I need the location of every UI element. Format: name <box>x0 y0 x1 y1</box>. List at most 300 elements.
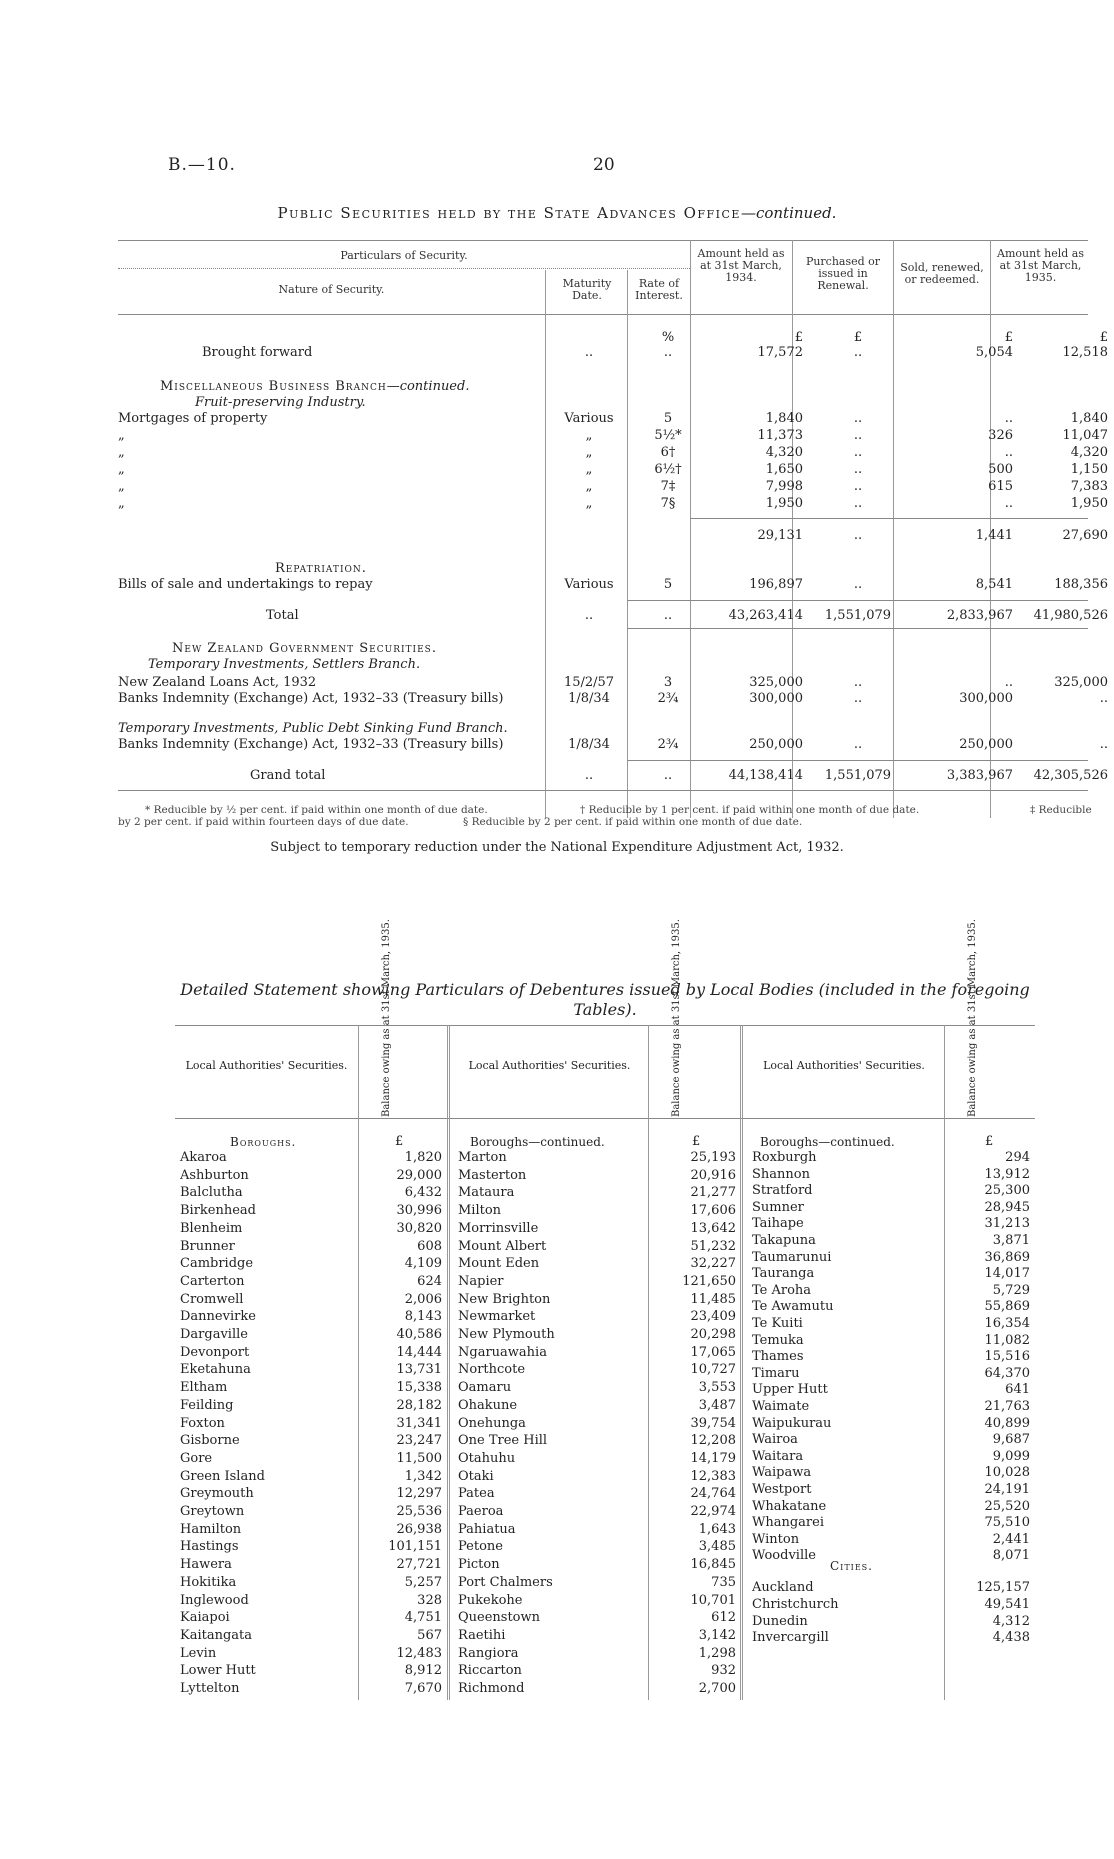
local-authority-name: Auckland <box>752 1580 814 1595</box>
row-held-1935: .. <box>1099 691 1108 706</box>
local-authority-name: Taumarunui <box>752 1249 832 1265</box>
local-authority-name: Foxton <box>180 1415 225 1431</box>
local-authority-name: Lyttelton <box>180 1681 240 1696</box>
local-authority-name: Pukekohe <box>458 1592 523 1608</box>
row-rate: .. <box>663 768 673 783</box>
local-authority-name: Upper Hutt <box>752 1382 828 1398</box>
table-top-rule <box>118 240 1088 241</box>
deb-col3-unit: £ <box>985 1134 994 1149</box>
maturity-header: Maturity Date. <box>562 277 612 302</box>
subtotal-rule <box>690 518 1088 519</box>
balance-owing: 13,731 <box>396 1362 442 1378</box>
balance-owing: 567 <box>417 1627 442 1643</box>
balance-owing: 735 <box>711 1574 736 1590</box>
local-authority-name: Dunedin <box>752 1613 808 1629</box>
row-sold: 500 <box>988 462 1013 477</box>
row-sold: 5,054 <box>975 345 1013 360</box>
local-authority-name: Dargaville <box>180 1327 248 1342</box>
subject-note: Subject to temporary reduction under the National Expenditure Adjustment Act, 1932. <box>270 840 844 855</box>
local-authority-name: Carterton <box>180 1273 245 1289</box>
local-authority-name: Richmond <box>458 1681 525 1696</box>
local-authority-name: Sumner <box>752 1199 804 1215</box>
row-held-1934: 300,000 <box>749 691 803 706</box>
balance-owing: 1,820 <box>404 1150 442 1165</box>
local-authority-name: Roxburgh <box>752 1150 817 1165</box>
local-authority-name: Oamaru <box>458 1380 512 1396</box>
balance-owing: 14,444 <box>396 1344 442 1360</box>
local-authority-name: Waipawa <box>752 1465 812 1481</box>
total-rule <box>627 600 1088 601</box>
local-authority-name: Raetihi <box>458 1627 506 1643</box>
balance-owing: 12,208 <box>690 1433 736 1449</box>
local-authority-name: Mount Albert <box>458 1238 547 1254</box>
local-authority-name: Wairoa <box>752 1432 798 1448</box>
row-purchased: .. <box>853 445 863 460</box>
balance-owing: 5,729 <box>992 1282 1030 1298</box>
local-authority-name: Devonport <box>180 1344 250 1360</box>
balance-owing: 55,869 <box>984 1299 1030 1315</box>
deb-col3-header: Local Authorities' Securities. <box>763 1059 925 1072</box>
deb-col1-unit: £ <box>395 1134 404 1149</box>
balance-owing: 64,370 <box>984 1365 1030 1381</box>
local-authority-name: Kaitangata <box>180 1627 253 1643</box>
row-maturity: „ <box>585 445 593 460</box>
balance-owing: 9,099 <box>992 1448 1030 1464</box>
local-authority-name: Gisborne <box>180 1433 240 1449</box>
local-authority-name: Eltham <box>180 1380 228 1396</box>
balance-owing: 15,516 <box>984 1349 1030 1365</box>
table-header-rule <box>118 314 1088 315</box>
balance-owing: 7,670 <box>404 1681 442 1696</box>
local-authority-name: New Plymouth <box>458 1327 555 1342</box>
local-authority-name: Birkenhead <box>180 1203 257 1219</box>
local-authority-name: Onehunga <box>458 1415 526 1431</box>
balance-owing: 612 <box>711 1610 736 1626</box>
balance-owing: 39,754 <box>690 1415 736 1431</box>
local-authority-name: Otaki <box>458 1468 494 1484</box>
local-authority-name: Mount Eden <box>458 1256 540 1272</box>
grand-total-rule <box>627 760 1088 761</box>
balance-owing: 8,143 <box>404 1309 442 1325</box>
balance-owing: 1,342 <box>404 1468 442 1484</box>
row-maturity: „ <box>585 462 593 477</box>
unit-purchased: £ <box>853 330 863 345</box>
row-sold: 8,541 <box>975 577 1013 592</box>
row-held-1935: 7,383 <box>1070 479 1108 494</box>
row-rate: 5 <box>663 411 673 426</box>
row-held-1934: 1,650 <box>765 462 803 477</box>
balance-owing: 75,510 <box>984 1515 1030 1531</box>
local-authority-name: Eketahuna <box>180 1362 251 1378</box>
balance-owing: 30,820 <box>396 1220 442 1236</box>
balance-owing: 40,899 <box>984 1415 1030 1431</box>
row-rate: .. <box>663 608 673 623</box>
row-maturity: .. <box>584 608 594 623</box>
purchased-header: Purchased or issued in Renewal. <box>805 255 881 292</box>
balance-owing: 28,182 <box>396 1397 442 1413</box>
balance-owing: 30,996 <box>396 1203 442 1219</box>
local-authority-name: Port Chalmers <box>458 1574 553 1590</box>
row-held-1935: 188,356 <box>1054 577 1108 592</box>
local-authority-name: Tauranga <box>752 1266 815 1282</box>
row-label: Banks Indemnity (Exchange) Act, 1932–33 (Treasury bills) <box>118 691 504 706</box>
balance-owing: 14,179 <box>690 1450 736 1466</box>
balance-owing: 22,974 <box>690 1504 736 1519</box>
repatriation-row <box>118 577 1108 593</box>
balance-owing: 10,028 <box>984 1465 1030 1481</box>
row-purchased: .. <box>853 528 863 543</box>
row-purchased: .. <box>853 479 863 494</box>
balance-owing: 20,298 <box>690 1327 736 1342</box>
balance-owing: 36,869 <box>984 1249 1030 1265</box>
local-authority-name: Blenheim <box>180 1220 243 1236</box>
mortgage-row <box>118 479 1108 495</box>
balance-owing: 16,845 <box>690 1557 736 1573</box>
grand-total-row <box>118 768 1108 784</box>
balance-owing: 17,606 <box>690 1203 736 1219</box>
row-label: „ <box>118 445 125 460</box>
balance-owing: 1,298 <box>698 1645 736 1661</box>
local-authority-name: Ngaruawahia <box>458 1344 547 1360</box>
row-sold: .. <box>1004 411 1013 426</box>
local-authority-name: Marton <box>458 1150 507 1165</box>
nzgov-heading: New Zealand Government Securities. <box>172 641 437 656</box>
row-purchased: .. <box>853 675 863 690</box>
total-row <box>118 608 1108 624</box>
balance-owing: 641 <box>1005 1382 1030 1398</box>
page-number: 20 <box>593 155 615 175</box>
local-authority-name: Ohakune <box>458 1397 518 1413</box>
balance-owing: 17,065 <box>690 1344 736 1360</box>
balance-owing: 13,642 <box>690 1220 736 1236</box>
local-authority-name: New Brighton <box>458 1291 551 1307</box>
row-maturity: 1/8/34 <box>568 691 610 706</box>
row-purchased: .. <box>853 691 863 706</box>
row-purchased: 1,551,079 <box>824 768 892 783</box>
local-authority-name: Te Awamutu <box>752 1299 834 1315</box>
repatriation-heading: Repatriation. <box>275 561 367 576</box>
local-authority-name: Inglewood <box>180 1592 249 1608</box>
nzgov-row <box>118 675 1108 691</box>
unit-sold: £ <box>1004 330 1013 345</box>
balance-owing: 15,338 <box>396 1380 442 1396</box>
row-purchased: .. <box>853 496 863 511</box>
local-authority-name: Timaru <box>752 1365 800 1381</box>
row-held-1935: 11,047 <box>1062 428 1108 443</box>
local-authority-name: Waipukurau <box>752 1415 832 1431</box>
unit-rate: % <box>661 330 675 345</box>
balance-owing: 49,541 <box>984 1596 1030 1612</box>
row-label: Grand total <box>250 768 326 783</box>
deb-divider <box>944 1025 945 1700</box>
row-label: „ <box>118 496 125 511</box>
local-authority-name: Whakatane <box>752 1498 827 1514</box>
local-authority-name: Picton <box>458 1557 500 1573</box>
row-label: Brought forward <box>202 345 313 360</box>
mortgage-row <box>118 445 1108 461</box>
balance-owing: 101,151 <box>388 1539 442 1555</box>
local-authority-name: Petone <box>458 1539 503 1555</box>
row-held-1935: 325,000 <box>1054 675 1108 690</box>
balance-owing: 51,232 <box>690 1238 736 1254</box>
debentures-title: Detailed Statement showing Particulars of Debentures issued by Local Bodies (included in the foregoing Tables). <box>180 980 1030 1019</box>
row-purchased: .. <box>853 345 863 360</box>
row-sold: 300,000 <box>959 691 1013 706</box>
row-purchased: .. <box>853 411 863 426</box>
balance-owing: 23,409 <box>690 1309 736 1325</box>
held-1934-header: Amount held as at 31st March, 1934. <box>697 247 785 284</box>
misc-heading-text: Miscellaneous Business Branch <box>160 379 387 394</box>
securities-title-text: Public Securities held by the State Advances Office <box>277 204 741 222</box>
local-authority-name: Paeroa <box>458 1504 504 1519</box>
local-authority-name: Temuka <box>752 1332 804 1348</box>
balance-owing: 29,000 <box>396 1167 442 1183</box>
balance-owing: 4,438 <box>992 1630 1030 1646</box>
local-authority-name: Morrinsville <box>458 1220 539 1236</box>
row-held-1935: 27,690 <box>1062 528 1108 543</box>
deb-col1-header: Local Authorities' Securities. <box>185 1059 348 1072</box>
local-authority-name: Hastings <box>180 1539 239 1555</box>
balance-owing: 6,432 <box>404 1185 442 1201</box>
balance-owing: 21,277 <box>690 1185 736 1201</box>
row-rate: 7§ <box>660 496 676 511</box>
sold-header: Sold, renewed, or redeemed. <box>900 261 984 286</box>
balance-owing: 24,191 <box>984 1482 1030 1497</box>
row-purchased: .. <box>853 737 863 752</box>
balance-owing: 12,483 <box>396 1645 442 1661</box>
row-sold: 3,383,967 <box>946 768 1013 783</box>
page-reference: B.—10. <box>168 155 236 175</box>
mortgage-subtotal-row <box>118 528 1108 544</box>
units-row <box>118 330 1108 346</box>
local-authority-name: Newmarket <box>458 1309 536 1325</box>
row-maturity: .. <box>584 768 594 783</box>
row-sold: 326 <box>988 428 1013 443</box>
local-authority-name: Winton <box>752 1531 800 1547</box>
balance-owing: 2,700 <box>698 1681 736 1696</box>
balance-owing: 21,763 <box>984 1399 1030 1414</box>
local-authority-name: Napier <box>458 1273 504 1289</box>
footnote: § Reducible by 2 per cent. if paid within one month of due date. <box>463 816 803 828</box>
row-held-1935: 42,305,526 <box>1033 768 1108 783</box>
row-held-1934: 29,131 <box>757 528 803 543</box>
balance-owing: 3,553 <box>698 1380 736 1396</box>
row-label: „ <box>118 462 125 477</box>
local-authority-name: Takapuna <box>752 1233 816 1248</box>
local-authority-name: Greymouth <box>180 1486 254 1502</box>
footnote: * Reducible by ½ per cent. if paid within one month of due date. <box>145 804 488 816</box>
misc-heading-cont: —continued. <box>386 379 470 394</box>
row-held-1935: .. <box>1099 737 1108 752</box>
balance-owing: 294 <box>1005 1150 1030 1165</box>
balance-owing: 8,071 <box>992 1548 1030 1564</box>
balance-owing: 5,257 <box>404 1574 442 1590</box>
local-authority-name: Christchurch <box>752 1596 839 1612</box>
local-authority-name: Waitara <box>752 1448 804 1464</box>
footnote: by 2 per cent. if paid within fourteen days of due date. <box>118 816 409 828</box>
settlers-heading: Temporary Investments, Settlers Branch. <box>148 657 421 672</box>
row-maturity: Various <box>564 411 614 426</box>
balance-owing: 20,916 <box>690 1167 736 1183</box>
row-sold: .. <box>1004 496 1013 511</box>
row-maturity: „ <box>585 479 593 494</box>
local-authority-name: Gore <box>180 1450 213 1466</box>
balance-owing: 8,912 <box>404 1663 442 1679</box>
local-authority-name: Shannon <box>752 1166 810 1182</box>
row-held-1934: 11,373 <box>757 428 803 443</box>
row-purchased: .. <box>853 462 863 477</box>
row-held-1934: 196,897 <box>749 577 803 592</box>
balance-owing: 328 <box>417 1592 442 1608</box>
sinking-row <box>118 737 1108 753</box>
row-held-1934: 44,138,414 <box>728 768 803 783</box>
row-held-1935: 4,320 <box>1070 445 1108 460</box>
row-label: „ <box>118 479 125 494</box>
balance-owing: 11,500 <box>396 1450 442 1466</box>
securities-title <box>0 204 1114 222</box>
deb-balance-header: Balance owing as at 31st March, 1935. <box>381 919 392 1117</box>
total-bottom-rule <box>627 628 1088 629</box>
balance-owing: 3,487 <box>698 1397 736 1413</box>
local-authority-name: Whangarei <box>752 1515 824 1531</box>
local-authority-name: Levin <box>180 1645 217 1661</box>
balance-owing: 28,945 <box>984 1199 1030 1215</box>
row-maturity: .. <box>584 345 594 360</box>
unit-held-1934: £ <box>794 330 803 345</box>
deb-col3-heading: Boroughs—continued. <box>760 1135 895 1149</box>
row-held-1934: 250,000 <box>749 737 803 752</box>
balance-owing: 24,764 <box>690 1486 736 1502</box>
row-rate: 5½* <box>654 428 682 443</box>
local-authority-name: Milton <box>458 1203 502 1219</box>
balance-owing: 32,227 <box>690 1256 736 1272</box>
footnote: ‡ Reducible <box>1030 804 1092 816</box>
row-rate: 3 <box>663 675 673 690</box>
nzgov-row <box>118 691 1108 707</box>
local-authority-name: Otahuhu <box>458 1450 516 1466</box>
deb-divider <box>358 1025 359 1700</box>
local-authority-name: Woodville <box>752 1548 816 1564</box>
balance-owing: 14,017 <box>984 1266 1030 1282</box>
held-1935-header: Amount held as at 31st March, 1935. <box>997 247 1084 284</box>
deb-header-rule <box>175 1118 1035 1119</box>
local-authority-name: Lower Hutt <box>180 1663 256 1679</box>
balance-owing: 10,727 <box>690 1362 736 1378</box>
deb-cities-heading: Cities. <box>830 1559 873 1573</box>
balance-owing: 31,341 <box>396 1415 442 1431</box>
row-held-1934: 43,263,414 <box>728 608 803 623</box>
row-maturity: 15/2/57 <box>563 675 615 690</box>
local-authority-name: Masterton <box>458 1167 527 1183</box>
row-maturity: Various <box>564 577 614 592</box>
balance-owing: 624 <box>417 1273 442 1289</box>
row-label: Mortgages of property <box>118 411 268 426</box>
local-authority-name: Mataura <box>458 1185 515 1201</box>
row-rate: 7‡ <box>660 479 676 494</box>
balance-owing: 3,485 <box>698 1539 736 1555</box>
balance-owing: 25,193 <box>690 1150 736 1165</box>
local-authority-name: Westport <box>752 1482 812 1497</box>
deb-col2-header: Local Authorities' Securities. <box>468 1059 631 1072</box>
local-authority-name: Hokitika <box>180 1574 237 1590</box>
balance-owing: 25,536 <box>396 1504 442 1519</box>
row-sold: .. <box>1004 445 1013 460</box>
row-rate: 6½† <box>654 462 682 477</box>
row-purchased: .. <box>853 428 863 443</box>
table-bottom-rule <box>118 790 1088 791</box>
row-held-1934: 4,320 <box>765 445 803 460</box>
balance-owing: 2,441 <box>992 1531 1030 1547</box>
local-authority-name: Stratford <box>752 1183 813 1199</box>
balance-owing: 12,297 <box>396 1486 442 1502</box>
brought-forward-row <box>118 345 1108 361</box>
particulars-header: Particulars of Security. <box>340 249 468 262</box>
local-authority-name: Invercargill <box>752 1630 829 1646</box>
row-held-1935: 1,150 <box>1070 462 1108 477</box>
row-label: Total <box>266 608 299 623</box>
row-label: Banks Indemnity (Exchange) Act, 1932–33 (Treasury bills) <box>118 737 504 752</box>
row-sold: 2,833,967 <box>946 608 1013 623</box>
row-held-1935: 12,518 <box>1062 345 1108 360</box>
balance-owing: 1,643 <box>698 1521 736 1537</box>
deb-divider <box>648 1025 649 1700</box>
row-held-1935: 1,950 <box>1070 496 1108 511</box>
balance-owing: 11,485 <box>690 1291 736 1307</box>
local-authority-name: One Tree Hill <box>458 1433 548 1449</box>
balance-owing: 4,109 <box>404 1256 442 1272</box>
local-authority-name: Balclutha <box>180 1185 243 1201</box>
row-label: New Zealand Loans Act, 1932 <box>118 675 317 690</box>
row-held-1934: 7,998 <box>765 479 803 494</box>
misc-heading <box>160 379 469 395</box>
local-authority-name: Rangiora <box>458 1645 519 1661</box>
row-held-1934: 1,840 <box>765 411 803 426</box>
local-authority-name: Pahiatua <box>458 1521 516 1537</box>
local-authority-name: Ashburton <box>180 1167 249 1183</box>
deb-col2-unit: £ <box>692 1134 701 1149</box>
local-authority-name: Kaiapoi <box>180 1610 230 1626</box>
mortgage-row <box>118 462 1108 478</box>
balance-owing: 11,082 <box>984 1332 1030 1348</box>
securities-title-cont: —continued. <box>740 204 837 222</box>
balance-owing: 26,938 <box>396 1521 442 1537</box>
local-authority-name: Brunner <box>180 1238 235 1254</box>
balance-owing: 27,721 <box>396 1557 442 1573</box>
balance-owing: 121,650 <box>682 1273 736 1289</box>
deb-col2-heading: Boroughs—continued. <box>470 1135 605 1149</box>
deb-divider <box>447 1025 450 1700</box>
balance-owing: 40,586 <box>396 1327 442 1342</box>
sinking-heading: Temporary Investments, Public Debt Sinking Fund Branch. <box>118 721 508 736</box>
balance-owing: 3,142 <box>698 1627 736 1643</box>
local-authority-name: Akaroa <box>180 1150 227 1165</box>
deb-top-rule <box>175 1025 1035 1026</box>
row-rate: 2¾ <box>657 737 679 752</box>
balance-owing: 10,701 <box>690 1592 736 1608</box>
deb-col1-heading: Boroughs. <box>230 1135 297 1149</box>
local-authority-name: Cambridge <box>180 1256 254 1272</box>
balance-owing: 16,354 <box>984 1316 1030 1331</box>
balance-owing: 4,751 <box>404 1610 442 1626</box>
row-rate: 6† <box>660 445 676 460</box>
local-authority-name: Green Island <box>180 1468 265 1484</box>
local-authority-name: Northcote <box>458 1362 526 1378</box>
footnote: † Reducible by 1 per cent. if paid within one month of due date. <box>580 804 920 816</box>
row-held-1934: 325,000 <box>749 675 803 690</box>
row-label: „ <box>118 428 125 443</box>
mortgage-row <box>118 496 1108 512</box>
row-sold: 250,000 <box>959 737 1013 752</box>
